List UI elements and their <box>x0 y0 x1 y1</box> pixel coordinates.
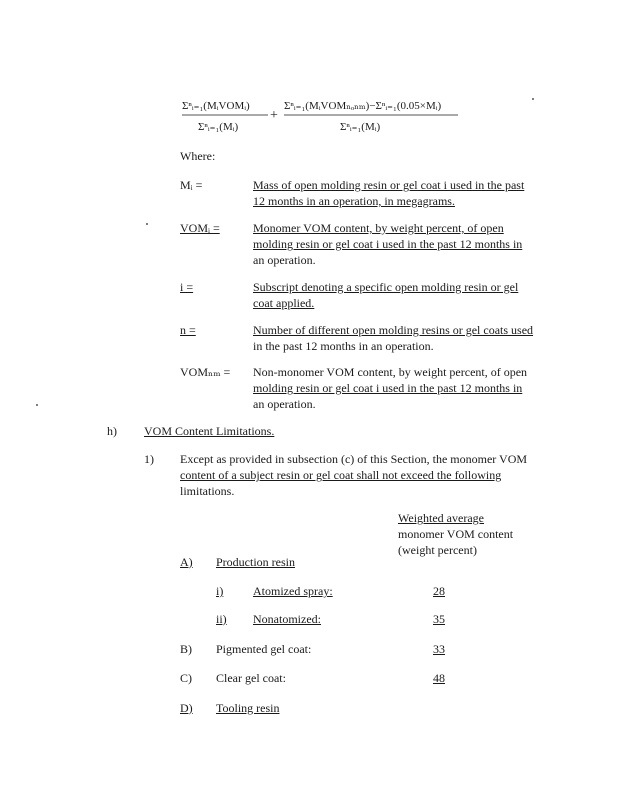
limit-value-nonatomized: 35 <box>433 612 445 626</box>
limit-marker-b: B) <box>180 642 192 656</box>
definition-text-i-line2: coat applied. <box>253 296 315 310</box>
definition-term-vomnm: VOMₙₘ = <box>180 365 231 379</box>
definition-term-vomi: VOMᵢ = <box>180 221 220 235</box>
scan-speck <box>146 223 148 225</box>
definition-text-mi-line2: 12 months in an operation, in megagrams. <box>253 194 455 208</box>
definition-term-n: n = <box>180 323 196 337</box>
item-1-marker: 1) <box>144 452 154 466</box>
weighted-average-formula <box>180 92 480 140</box>
item-1-text-line1: Except as provided in subsection (c) of this Section, the monomer VOM <box>180 452 528 466</box>
limit-marker-c: C) <box>180 671 192 685</box>
definition-text-vomnm-line1: Non-monomer VOM content, by weight percent, of open <box>253 365 528 379</box>
limit-value-atomized-spray: 28 <box>433 584 445 598</box>
definition-text-vomnm-line2: molding resin or gel coat i used in the past 12 months in <box>253 381 523 395</box>
definition-text-mi-line1: Mass of open molding resin or gel coat i used in the past <box>253 178 525 192</box>
definition-text-n-line2: in the past 12 months in an operation. <box>253 339 434 353</box>
limit-label-production-resin: Production resin <box>216 555 295 569</box>
column-header-line1: Weighted average <box>398 511 484 525</box>
formula-plus-sign: + <box>270 108 278 123</box>
limit-marker-a: A) <box>180 555 193 569</box>
definition-text-n-line1: Number of different open molding resins or gel coats used <box>253 323 534 337</box>
definition-term-mi: Mᵢ = <box>180 178 203 192</box>
column-header-line2: monomer VOM content <box>398 527 514 541</box>
definition-text-vomnm-line3: an operation. <box>253 397 316 411</box>
limit-label-clear-gel-coat: Clear gel coat: <box>216 671 286 685</box>
limit-value-pigmented-gel-coat: 33 <box>433 642 445 656</box>
limit-marker-i: i) <box>216 584 224 598</box>
limit-marker-ii: ii) <box>216 612 227 626</box>
column-header-line3: (weight percent) <box>398 543 477 557</box>
formula-term1-denominator: Σⁿᵢ₌₁(Mᵢ) <box>198 121 239 133</box>
limit-value-clear-gel-coat: 48 <box>433 671 445 685</box>
scan-speck <box>36 404 38 406</box>
item-1-text-line2: content of a subject resin or gel coat shall not exceed the following <box>180 468 502 482</box>
formula-term2-denominator: Σⁿᵢ₌₁(Mᵢ) <box>340 121 381 133</box>
formula-term1-numerator: Σⁿᵢ₌₁(MᵢVOMᵢ) <box>182 100 250 112</box>
definition-text-vomi-line3: an operation. <box>253 253 316 267</box>
limit-marker-d: D) <box>180 701 193 715</box>
section-h-title: VOM Content Limitations. <box>144 424 275 438</box>
definition-text-vomi-line1: Monomer VOM content, by weight percent, of open <box>253 221 504 235</box>
limit-label-pigmented-gel-coat: Pigmented gel coat: <box>216 642 312 656</box>
item-1-text-line3: limitations. <box>180 484 235 498</box>
where-label: Where: <box>180 149 216 163</box>
section-h-marker: h) <box>107 424 117 438</box>
limit-label-tooling-resin: Tooling resin <box>216 701 280 715</box>
definition-term-i: i = <box>180 280 194 294</box>
definition-text-i-line1: Subscript denoting a specific open molding resin or gel <box>253 280 519 294</box>
scan-speck <box>532 98 534 100</box>
limit-label-atomized-spray: Atomized spray: <box>253 584 333 598</box>
limit-label-nonatomized: Nonatomized: <box>253 612 321 626</box>
definition-text-vomi-line2: molding resin or gel coat i used in the past 12 months in <box>253 237 523 251</box>
formula-term2-numerator: Σⁿᵢ₌₁(MᵢVOMₙₒₙₘ)−Σⁿᵢ₌₁(0.05×Mᵢ) <box>284 100 442 112</box>
